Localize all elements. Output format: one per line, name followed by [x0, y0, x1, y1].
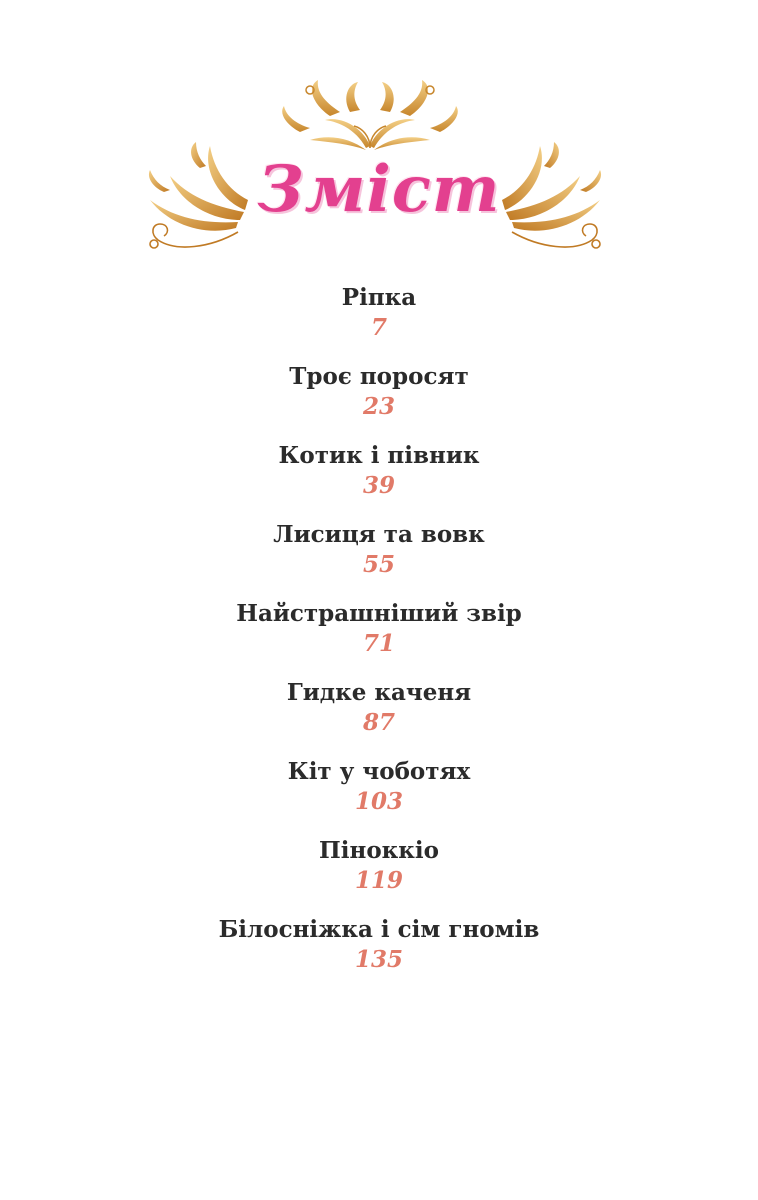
toc-entry-title[interactable]: Ріпка [341, 284, 417, 311]
toc-entry-title[interactable]: Котик і півник [278, 442, 480, 469]
toc-entry-page: 55 [362, 551, 395, 578]
toc-entry[interactable] [0, 441, 758, 520]
toc-entry-page: 39 [362, 472, 395, 499]
toc-entry[interactable] [0, 757, 758, 836]
toc-entry-page: 103 [354, 788, 403, 815]
toc-entry[interactable] [0, 520, 758, 599]
toc-entry[interactable] [0, 915, 758, 994]
gold-floral-ornament-icon [270, 76, 470, 156]
page-title: Зміст [257, 152, 501, 227]
toc-entry-page: 135 [354, 946, 403, 973]
toc-entry[interactable] [0, 836, 758, 915]
toc-entry-title[interactable]: Лисиця та вовк [273, 521, 485, 548]
toc-entry-title[interactable]: Найстрашніший звір [236, 600, 522, 627]
toc-entry-title[interactable]: Білосніжка і сім гномів [218, 916, 540, 943]
toc-entry-title[interactable]: Троє поросят [289, 363, 469, 390]
toc-entry-page: 7 [370, 314, 387, 341]
toc-entry-title[interactable]: Піноккіо [319, 837, 439, 864]
toc-entry-page: 71 [362, 630, 395, 657]
toc-entry[interactable] [0, 599, 758, 678]
toc-entry-page: 87 [362, 709, 395, 736]
toc-entry-page: 23 [362, 393, 395, 420]
contents-header [0, 70, 758, 260]
toc-entry[interactable] [0, 362, 758, 441]
table-of-contents [0, 283, 758, 994]
toc-entry-page: 119 [354, 867, 403, 894]
toc-entry[interactable] [0, 283, 758, 362]
toc-entry-title[interactable]: Кіт у чоботях [287, 758, 471, 785]
toc-entry-title[interactable]: Гидке каченя [286, 679, 472, 706]
toc-entry[interactable] [0, 678, 758, 757]
